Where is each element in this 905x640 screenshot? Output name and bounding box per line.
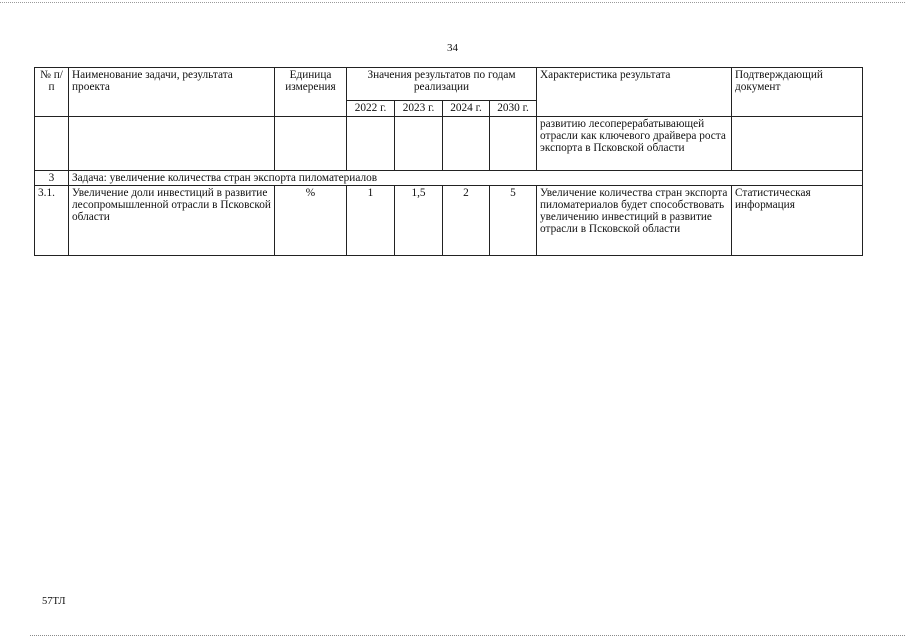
results-table bbox=[34, 67, 863, 256]
header-year-2022: 2022 г. bbox=[347, 101, 395, 117]
result-value-2023: 1,5 bbox=[395, 186, 443, 256]
header-unit: Единица измерения bbox=[275, 68, 347, 117]
result-value-2024: 2 bbox=[443, 186, 490, 256]
result-value-2030: 5 bbox=[490, 186, 537, 256]
continuation-2030 bbox=[490, 117, 537, 171]
header-document: Подтверждающий документ bbox=[732, 68, 863, 117]
continuation-2024 bbox=[443, 117, 490, 171]
result-row bbox=[35, 186, 863, 256]
task-row bbox=[35, 171, 863, 186]
page-number: 34 bbox=[447, 42, 458, 54]
header-year-2023: 2023 г. bbox=[395, 101, 443, 117]
header-year-2024: 2024 г. bbox=[443, 101, 490, 117]
header-name: Наименование задачи, результата проекта bbox=[69, 68, 275, 117]
scan-edge-top bbox=[0, 2, 905, 3]
continuation-characteristic: развитию лесоперерабатывающей отрасли как ключевого драйвера роста экспорта в Псковской области bbox=[537, 117, 732, 171]
continuation-2022 bbox=[347, 117, 395, 171]
result-characteristic: Увеличение количества стран экспорта пиломатериалов будет способствовать увеличению инвестиций в развитие отрасли в Псковской области bbox=[537, 186, 732, 256]
result-name: Увеличение доли инвестиций в развитие лесопромышленной отрасли в Псковской области bbox=[69, 186, 275, 256]
task-num: 3 bbox=[35, 171, 69, 186]
header-year-2030: 2030 г. bbox=[490, 101, 537, 117]
result-document: Статистическая информация bbox=[732, 186, 863, 256]
continuation-num bbox=[35, 117, 69, 171]
header-row bbox=[35, 68, 863, 101]
continuation-2023 bbox=[395, 117, 443, 171]
header-characteristic: Характеристика результата bbox=[537, 68, 732, 117]
continuation-name bbox=[69, 117, 275, 171]
header-values-group: Значения результатов по годам реализации bbox=[347, 68, 537, 101]
continuation-row bbox=[35, 117, 863, 171]
task-text: Задача: увеличение количества стран экспорта пиломатериалов bbox=[69, 171, 863, 186]
result-num: 3.1. bbox=[35, 186, 69, 256]
footer-code: 57ТЛ bbox=[42, 596, 66, 607]
continuation-document bbox=[732, 117, 863, 171]
header-num: № п/п bbox=[35, 68, 69, 117]
result-unit: % bbox=[275, 186, 347, 256]
continuation-unit bbox=[275, 117, 347, 171]
result-value-2022: 1 bbox=[347, 186, 395, 256]
scan-edge-bottom bbox=[30, 635, 905, 636]
